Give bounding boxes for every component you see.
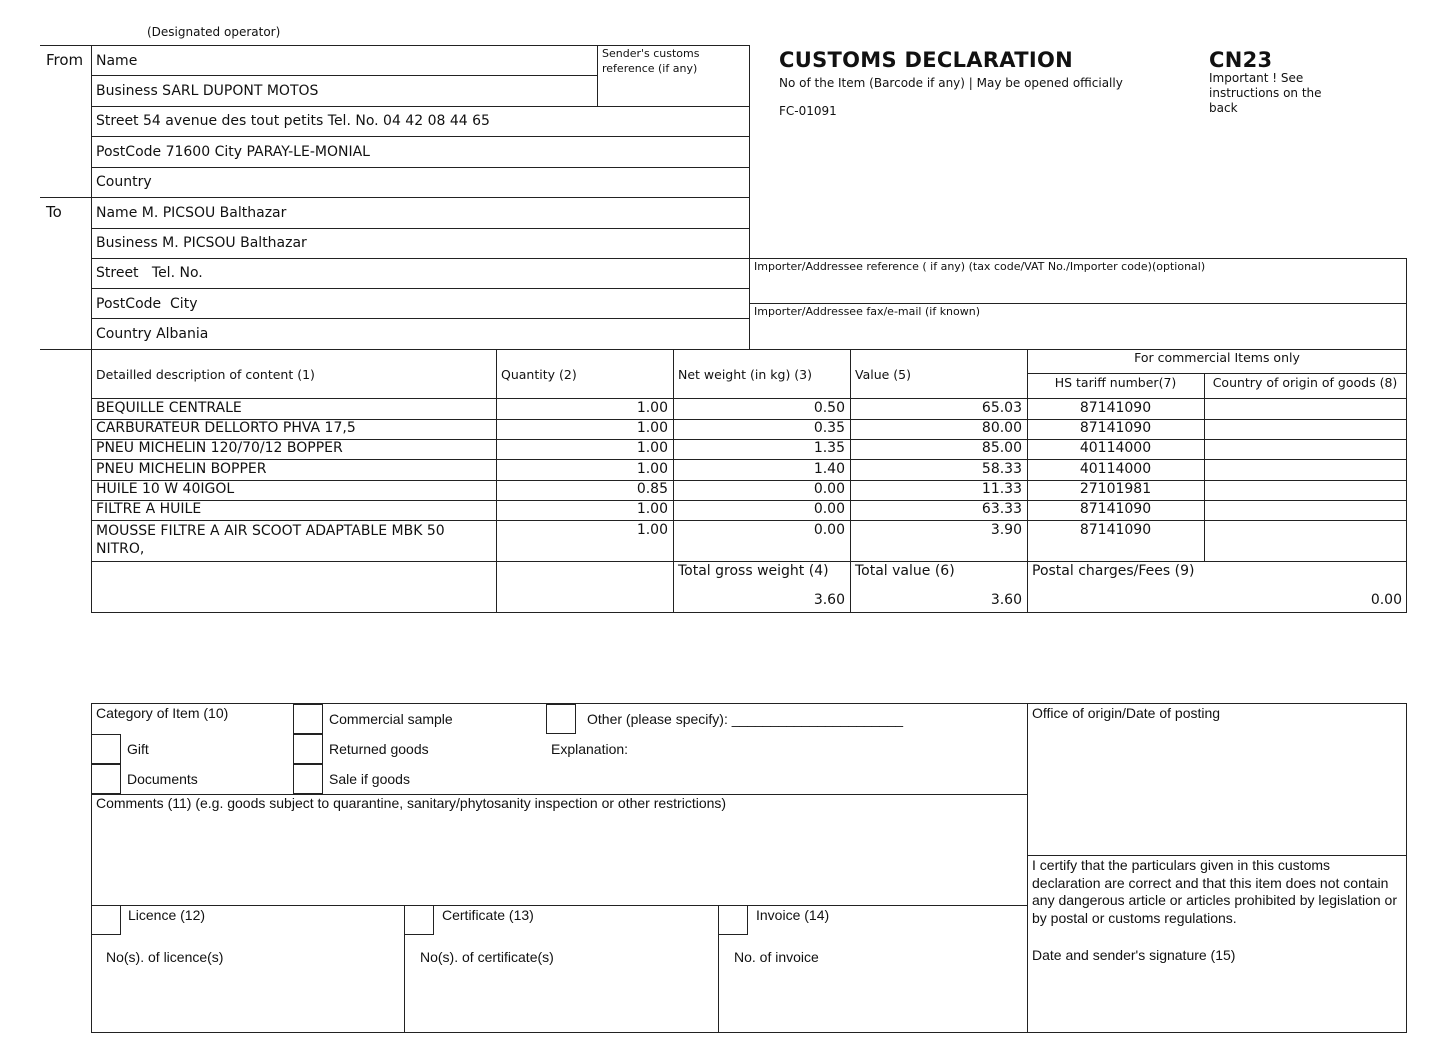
recipient-postcode-city: PostCode City bbox=[96, 296, 198, 312]
certificate-number-label: No(s). of certificate(s) bbox=[420, 949, 554, 965]
item-description: CARBURATEUR DELLORTO PHVA 17,5 bbox=[96, 420, 356, 436]
gift-label: Gift bbox=[127, 741, 149, 757]
item-hs-tariff: 40114000 bbox=[1079, 461, 1152, 477]
other-label: Other (please specify): ______________________ bbox=[587, 711, 904, 727]
item-description: MOUSSE FILTRE A AIR SCOOT ADAPTABLE MBK 50 NITRO, bbox=[96, 523, 445, 557]
item-value: 63.33 bbox=[981, 501, 1022, 517]
licence-checkbox[interactable] bbox=[91, 905, 121, 935]
documents-checkbox[interactable] bbox=[91, 764, 121, 794]
header-commercial-only: For commercial Items only bbox=[1134, 350, 1300, 365]
item-quantity: 1.00 bbox=[636, 522, 668, 538]
item-hs-tariff: 87141090 bbox=[1079, 400, 1152, 416]
item-hs-tariff: 87141090 bbox=[1079, 420, 1152, 436]
item-quantity: 1.00 bbox=[636, 461, 668, 477]
recipient-country: Country Albania bbox=[96, 326, 209, 342]
commercial-sample-checkbox[interactable] bbox=[293, 704, 323, 734]
gift-checkbox[interactable] bbox=[91, 734, 121, 764]
recipient-street: Street Tel. No. bbox=[96, 265, 203, 281]
item-net-weight: 0.00 bbox=[813, 481, 845, 497]
licence-number-label: No(s). of licence(s) bbox=[106, 949, 224, 965]
total-gross-weight-label: Total gross weight (4) bbox=[678, 563, 829, 579]
total-gross-weight: 3.60 bbox=[813, 592, 845, 608]
other-checkbox[interactable] bbox=[546, 704, 576, 734]
sender-street: Street 54 avenue des tout petits Tel. No. 04 42 08 44 65 bbox=[96, 113, 490, 129]
certificate-label: Certificate (13) bbox=[442, 907, 534, 923]
item-number-label: No of the Item (Barcode if any) | May be opened officially bbox=[779, 76, 1123, 90]
item-net-weight: 1.35 bbox=[813, 440, 845, 456]
signature-label: Date and sender's signature (15) bbox=[1032, 947, 1236, 963]
item-quantity: 1.00 bbox=[636, 400, 668, 416]
designated-operator: (Designated operator) bbox=[147, 25, 281, 39]
item-description: FILTRE A HUILE bbox=[96, 501, 202, 517]
total-value: 3.60 bbox=[990, 592, 1022, 608]
table-row bbox=[91, 480, 1407, 500]
documents-label: Documents bbox=[127, 771, 198, 787]
important-note: Important ! See instructions on the back bbox=[1209, 71, 1322, 115]
total-value-label: Total value (6) bbox=[855, 563, 955, 579]
item-description: BEQUILLE CENTRALE bbox=[96, 400, 242, 416]
table-row bbox=[91, 520, 1407, 561]
invoice-label: Invoice (14) bbox=[756, 907, 830, 923]
table-row bbox=[91, 398, 1407, 419]
item-quantity: 1.00 bbox=[636, 440, 668, 456]
item-value: 80.00 bbox=[981, 420, 1022, 436]
certificate-checkbox[interactable] bbox=[404, 905, 434, 935]
item-description: PNEU MICHELIN BOPPER bbox=[96, 461, 267, 477]
header-country-origin: Country of origin of goods (8) bbox=[1212, 375, 1398, 390]
comments-label: Comments (11) (e.g. goods subject to quarantine, sanitary/phytosanity inspection or other restrictions) bbox=[96, 795, 727, 811]
sale-of-goods-label: Sale if goods bbox=[329, 771, 410, 787]
recipient-business: Business M. PICSOU Balthazar bbox=[96, 235, 307, 251]
from-label: From bbox=[46, 51, 84, 69]
certification-text: I certify that the particulars given in this customs declaration are correct and that this item does not contain any dangerous article or articles prohibited by legislation or by postal or customs regulations. bbox=[1032, 857, 1397, 926]
table-row bbox=[91, 459, 1407, 480]
sender-country: Country bbox=[96, 174, 152, 190]
item-hs-tariff: 27101981 bbox=[1079, 481, 1152, 497]
item-quantity: 1.00 bbox=[636, 420, 668, 436]
item-value: 85.00 bbox=[981, 440, 1022, 456]
header-quantity: Quantity (2) bbox=[501, 367, 577, 382]
importer-contact-label: Importer/Addressee fax/e-mail (if known) bbox=[754, 305, 981, 318]
returned-goods-checkbox[interactable] bbox=[293, 734, 323, 764]
header-value: Value (5) bbox=[855, 367, 912, 382]
category-label: Category of Item (10) bbox=[96, 705, 229, 721]
header-description: Detailled description of content (1) bbox=[96, 367, 315, 382]
item-net-weight: 1.40 bbox=[813, 461, 845, 477]
item-value: 11.33 bbox=[981, 481, 1022, 497]
item-hs-tariff: 40114000 bbox=[1079, 440, 1152, 456]
item-hs-tariff: 87141090 bbox=[1079, 501, 1152, 517]
item-value: 3.90 bbox=[990, 522, 1022, 538]
sender-postcode-city: PostCode 71600 City PARAY-LE-MONIAL bbox=[96, 144, 370, 160]
item-quantity: 0.85 bbox=[636, 481, 668, 497]
returned-goods-label: Returned goods bbox=[329, 741, 429, 757]
table-row bbox=[91, 439, 1407, 459]
sender-name: Name bbox=[96, 53, 138, 69]
licence-label: Licence (12) bbox=[128, 907, 206, 923]
invoice-checkbox[interactable] bbox=[718, 905, 748, 935]
item-value: 58.33 bbox=[981, 461, 1022, 477]
sender-customs-ref-label: Sender's customs reference (if any) bbox=[602, 47, 700, 75]
item-value: 65.03 bbox=[981, 400, 1022, 416]
table-row bbox=[91, 500, 1407, 520]
item-description: PNEU MICHELIN 120/70/12 BOPPER bbox=[96, 440, 343, 456]
item-net-weight: 0.50 bbox=[813, 400, 845, 416]
postal-charges-label: Postal charges/Fees (9) bbox=[1032, 563, 1195, 579]
form-code: CN23 bbox=[1209, 48, 1273, 72]
item-quantity: 1.00 bbox=[636, 501, 668, 517]
item-net-weight: 0.35 bbox=[813, 420, 845, 436]
item-number: FC-01091 bbox=[779, 104, 837, 118]
header-net-weight: Net weight (in kg) (3) bbox=[678, 367, 813, 382]
header-hs-tariff: HS tariff number(7) bbox=[1054, 375, 1177, 390]
recipient-name: Name M. PICSOU Balthazar bbox=[96, 205, 287, 221]
postal-charges: 0.00 bbox=[1370, 592, 1402, 608]
item-net-weight: 0.00 bbox=[813, 522, 845, 538]
sale-of-goods-checkbox[interactable] bbox=[293, 764, 323, 794]
item-net-weight: 0.00 bbox=[813, 501, 845, 517]
to-label: To bbox=[46, 203, 62, 221]
commercial-sample-label: Commercial sample bbox=[329, 711, 453, 727]
office-of-origin-label: Office of origin/Date of posting bbox=[1032, 705, 1221, 721]
invoice-number-label: No. of invoice bbox=[734, 949, 819, 965]
sender-business: Business SARL DUPONT MOTOS bbox=[96, 83, 319, 99]
table-row bbox=[91, 419, 1407, 439]
explanation-label: Explanation: bbox=[551, 741, 629, 757]
item-hs-tariff: 87141090 bbox=[1079, 522, 1152, 538]
item-description: HUILE 10 W 40IGOL bbox=[96, 481, 235, 497]
importer-reference-label: Importer/Addressee reference ( if any) (tax code/VAT No./Importer code)(optional) bbox=[754, 260, 1206, 273]
form-title: CUSTOMS DECLARATION bbox=[779, 48, 1073, 72]
